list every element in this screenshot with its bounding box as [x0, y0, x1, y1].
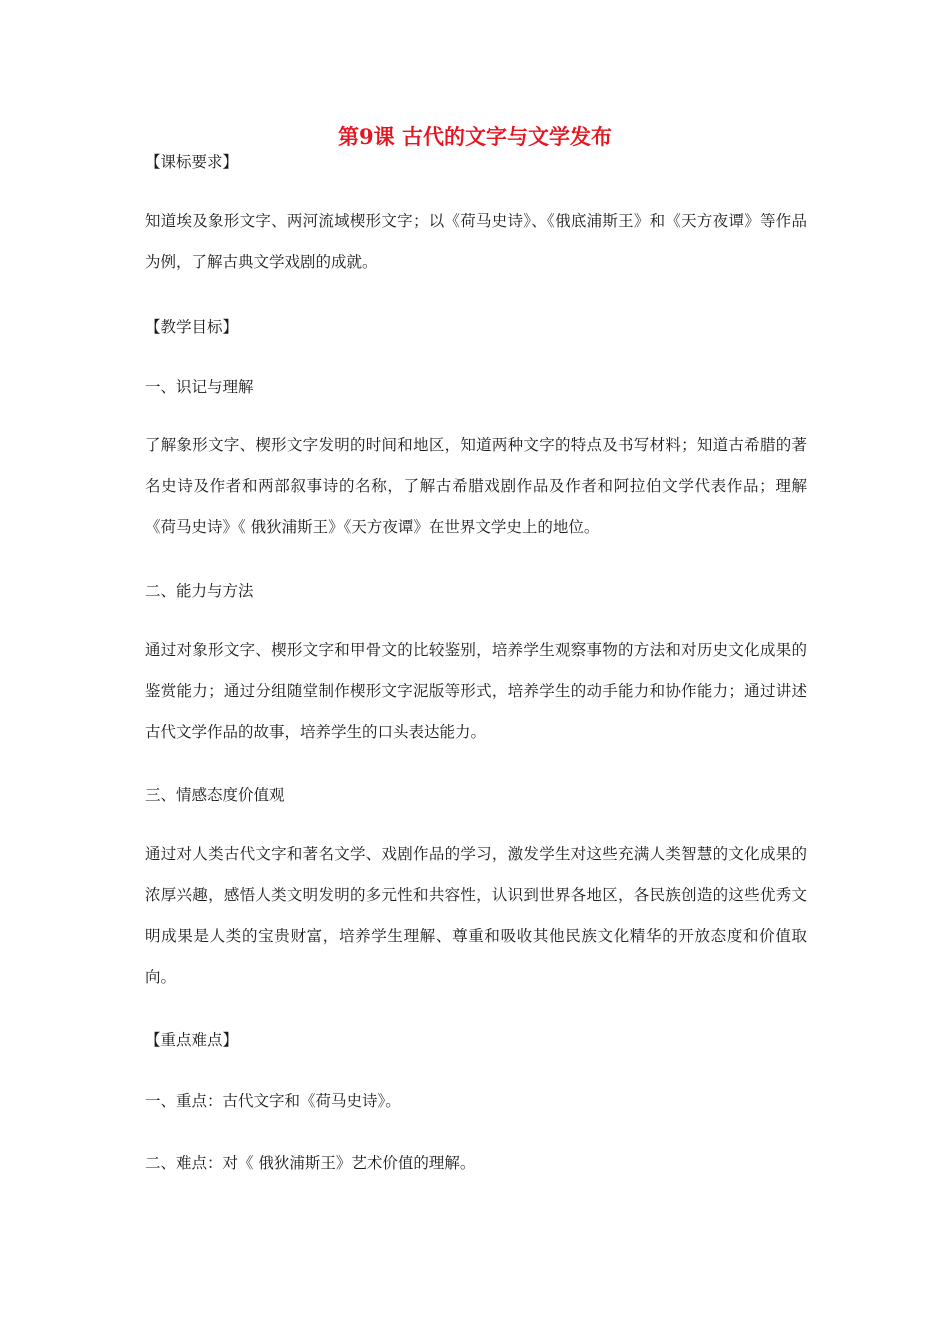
objective-subheading-values: 三、情感态度价值观 — [145, 786, 285, 804]
objective-paragraph-knowledge: 了解象形文字、楔形文字发明的时间和地区，知道两种文字的特点及书写材料；知道古希腊的著名史诗及作者和两部叙事诗的名称，了解古希腊戏剧作品及作者和阿拉伯文学代表作品；理解《荷马史诗》《 俄狄浦斯王》《天方夜谭》在世界文学史上的地位。 — [145, 436, 807, 536]
keypoint-item-focus: 一、重点：古代文字和《荷马史诗》。 — [145, 1092, 401, 1110]
section-heading-curriculum: 【课标要求】 — [145, 153, 239, 171]
keypoint-item-difficulty: 二、难点：对《 俄狄浦斯王》艺术价值的理解。 — [145, 1154, 476, 1172]
curriculum-paragraph: 知道埃及象形文字、两河流域楔形文字；以《荷马史诗》、《俄底浦斯王》和《天方夜谭》等作品为例，了解古典文学戏剧的成就。 — [145, 212, 807, 271]
objective-paragraph-ability: 通过对象形文字、楔形文字和甲骨文的比较鉴别，培养学生观察事物的方法和对历史文化成果的鉴赏能力；通过分组随堂制作楔形文字泥版等形式，培养学生的动手能力和协作能力；通过讲述古代文学作品的故事，培养学生的口头表达能力。 — [145, 641, 807, 741]
objective-subheading-knowledge: 一、识记与理解 — [145, 378, 254, 396]
lesson-title: 第9课 古代的文字与文学发布 — [338, 124, 612, 149]
objective-subheading-ability: 二、能力与方法 — [145, 582, 254, 600]
section-heading-keypoints: 【重点难点】 — [145, 1031, 239, 1049]
section-heading-objectives: 【教学目标】 — [145, 318, 239, 336]
objective-paragraph-values: 通过对人类古代文字和著名文学、戏剧作品的学习，激发学生对这些充满人类智慧的文化成果的浓厚兴趣，感悟人类文明发明的多元性和共容性，认识到世界各地区，各民族创造的这些优秀文明成果是人类的宝贵财富，培养学生理解、尊重和吸收其他民族文化精华的开放态度和价值取向。 — [145, 845, 807, 986]
